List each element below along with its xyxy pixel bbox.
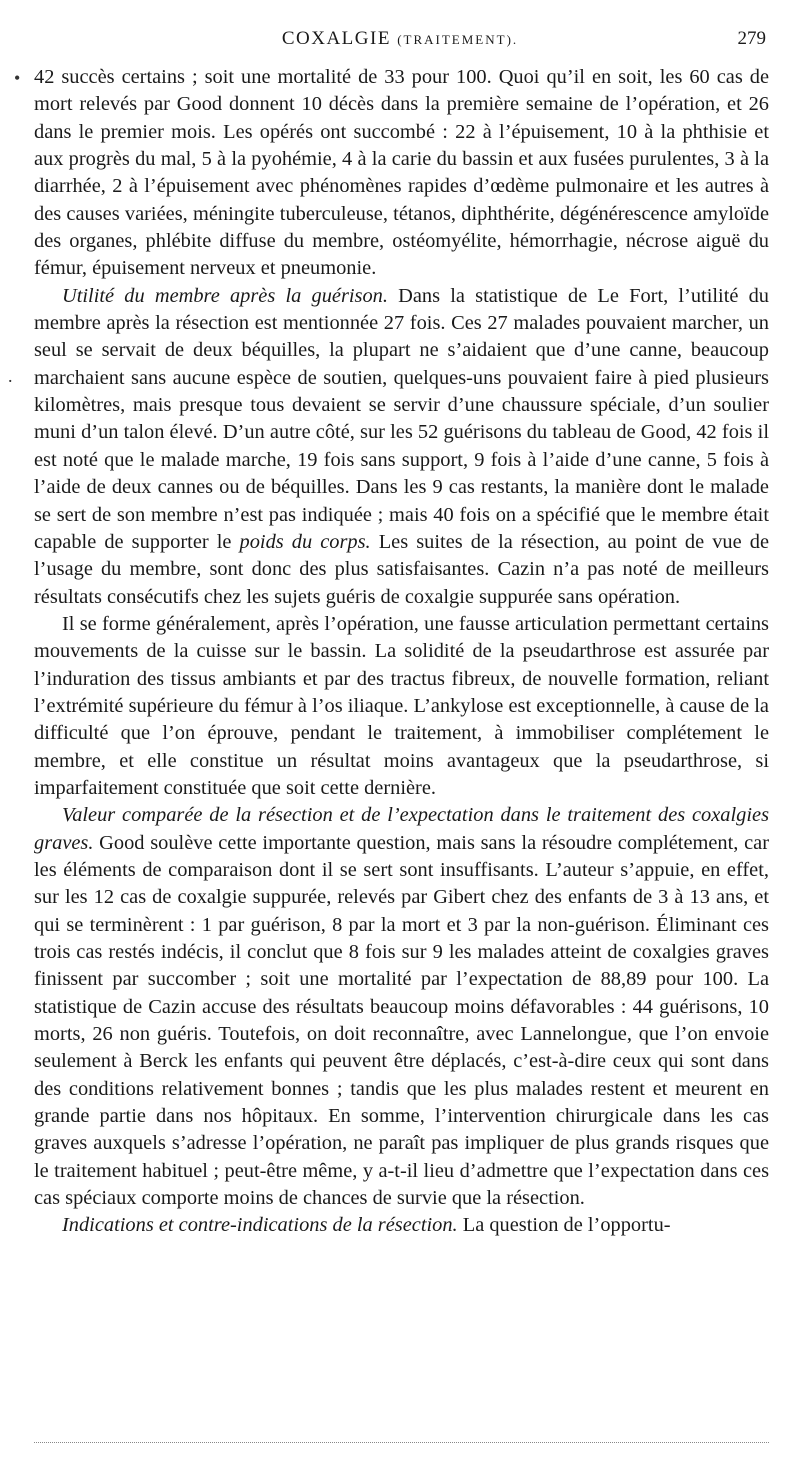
paragraph-text: Les suites de la résection, au point de vue de l’usage du membre, sont donc des plus satisfaisantes. Cazin n’a pas noté de meilleurs résultats consécutifs chez les sujets guéris de coxalgie suppurée sans opération. [34,530,769,608]
body-text [34,64,769,1240]
paragraph-text: La question de l’opportu- [457,1214,671,1237]
paragraph-text: Dans la statistique de Le Fort, l’utilité du membre après la résection est mentionnée 27 fois. Ces 27 malades pouvaient marcher, un seul se servait de deux béquilles, la plupart ne s’aidaient que d’une canne, beaucoup marchaient sans aucune espèce de soutien, quelques-uns pouvaient faire à pied plusieurs kilomètres, mais presque tous devaient se servir d’une chaussure spéciale, d’un soulier muni d’un talon élevé. D’un autre côté, sur les 52 guérisons du tableau de Good, 42 fois il est noté que le malade marche, 19 fois sans support, 9 fois à l’aide d’une canne, 5 fois à l’aide de deux cannes ou de béquilles. Dans les 9 cas restants, la manière dont le malade se sert de son membre n’est pas indiquée ; mais 40 fois on a spécifié que le membre était capable de supporter le [34,284,769,553]
footer-rule [34,1442,769,1443]
paragraph-text: 42 succès certains ; soit une mortalité de 33 pour 100. Quoi qu’il en soit, les 60 cas de mort relevés par Good donnent 10 décès dans la première semaine de l’opération, et 26 dans le premier mois. Les opérés ont succombé : 22 à l’épuisement, 10 à la phthisie et aux progrès du mal, 5 à la pyohémie, 4 à la carie du bassin et aux fusées purulentes, 3 à la diarrhée, 2 à l’épuisement avec phénomènes rapides d’œdème pulmonaire et les autres à des causes variées, méningite tuberculeuse, tétanos, diphthérite, dégénérescence amyloïde des organes, phlébite diffuse du membre, ostéomyélite, hémorrhagie, nécrose aiguë du fémur, épuisement nerveux et pneumonie. [34,66,769,280]
header-title-main: COXALGIE [281,28,391,49]
paragraph-pseudarthrosis [34,611,769,802]
italic-heading-text: Valeur comparée de la résection et de l’expectation dans le traitement des coxalgies graves. [34,804,769,854]
margin-mark: • [14,68,21,88]
paragraph-text: Il se forme généralement, après l’opération, une fausse articulation permettant certains mouvements de la cuisse sur le bassin. La solidité de la pseudarthrose est assurée par l’induration des tissus ambiants et par des tractus fibreux, de nouvelle formation, reliant l’extrémité supérieure du fémur à l’os iliaque. L’ankylose est exceptionnelle, à cause de la difficulté que l’on éprouve, pendant le traitement, à immobiliser complétement le membre, et elle constitue un résultat moins avantageux que la pseudarthrose, si imparfaitement constituée que soit cette dernière. [34,612,769,799]
paragraph-indications [34,1212,769,1239]
header-subtitle: (TRAITEMENT). [397,32,519,47]
italic-heading-text: poids du corps. [239,530,371,553]
paragraph-limb-utility [34,283,769,611]
page-number: 279 [737,28,766,49]
italic-heading-text: Indications et contre-indications de la résection. [62,1214,458,1237]
header-title [34,28,766,50]
paragraph-text: Good soulève cette importante question, mais sans la résoudre complétement, car les éléments de comparaison dont il se sert sont insuffisants. L’auteur s’appuie, en effet, sur les 12 cas de coxalgie suppurée, relevés par Gibert chez des enfants de 3 à 13 ans, et qui se terminèrent : 1 par guérison, 8 par la mort et 3 par la non-guérison. Éliminant ces trois cas restés indécis, il conclut que 8 fois sur 9 les malades atteint de coxalgies graves finissent par succomber ; soit une mortalité par l’expectation de 88,89 pour 100. La statistique de Cazin accuse des résultats beaucoup moins défavorables : 44 guérisons, 10 morts, 26 non guéris. Toutefois, on doit reconnaître, avec Lannelongue, que l’on envoie seulement à Berck les enfants qui peuvent être déplacés, c’est-à-dire ceux qui sont dans des conditions relativement bonnes ; tandis que les plus malades restent et meurent en grande partie dans nos hôpitaux. En somme, l’intervention chirurgicale dans les cas graves auxquels s’adresse l’opération, ne paraît pas impliquer de plus grands risques que le traitement habituel ; peut-être même, y a-t-il lieu d’admettre que l’expectation dans ces cas spéciaux comporte moins de chances de survie que la résection. [34,831,769,1210]
paragraph-comparative-value [34,802,769,1212]
margin-mark: . [8,366,13,386]
paragraph-mortality [34,64,769,283]
running-head [34,28,766,58]
italic-heading-text: Utilité du membre après la guérison. [62,284,388,307]
